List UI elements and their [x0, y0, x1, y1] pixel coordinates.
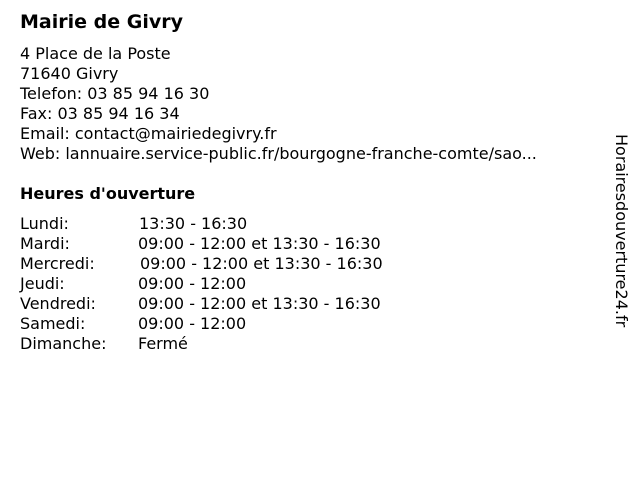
contact-block	[20, 44, 537, 164]
opening-hours-table	[20, 214, 440, 354]
fax-number: Fax: 03 85 94 16 34	[20, 104, 180, 123]
day-hours: 09:00 - 12:00	[138, 314, 247, 333]
day-label: Samedi:	[20, 314, 86, 333]
hours-row-jeudi	[20, 274, 440, 294]
hours-row-mardi	[20, 234, 440, 254]
day-hours: 09:00 - 12:00 et 13:30 - 16:30	[140, 254, 383, 273]
site-watermark	[601, 134, 640, 374]
address-street: 4 Place de la Poste	[20, 44, 171, 63]
day-hours: Fermé	[138, 334, 188, 353]
day-label: Mercredi:	[20, 254, 95, 273]
hours-row-mercredi	[20, 254, 440, 274]
hours-row-samedi	[20, 314, 440, 334]
day-label: Mardi:	[20, 234, 70, 253]
hours-row-dimanche	[20, 334, 440, 354]
day-hours: 09:00 - 12:00 et 13:30 - 16:30	[138, 234, 381, 253]
hours-row-lundi	[20, 214, 440, 234]
phone-number[interactable]: Telefon: 03 85 94 16 30	[20, 84, 210, 103]
hours-row-vendredi	[20, 294, 440, 314]
watermark-text: Horairesdouverture24.fr	[612, 134, 631, 328]
address-city: 71640 Givry	[20, 64, 119, 83]
day-hours: 09:00 - 12:00 et 13:30 - 16:30	[138, 294, 381, 313]
day-hours: 13:30 - 16:30	[139, 214, 248, 233]
website-link[interactable]: Web: lannuaire.service-public.fr/bourgogne-franche-comte/sao...	[20, 144, 537, 163]
day-hours: 09:00 - 12:00	[138, 274, 247, 293]
day-label: Dimanche:	[20, 334, 107, 353]
email-link[interactable]: Email: contact@mairiedegivry.fr	[20, 124, 277, 143]
day-label: Jeudi:	[20, 274, 65, 293]
opening-hours-heading: Heures d'ouverture	[20, 184, 196, 203]
day-label: Vendredi:	[20, 294, 96, 313]
page-title: Mairie de Givry	[20, 11, 183, 33]
day-label: Lundi:	[20, 214, 69, 233]
